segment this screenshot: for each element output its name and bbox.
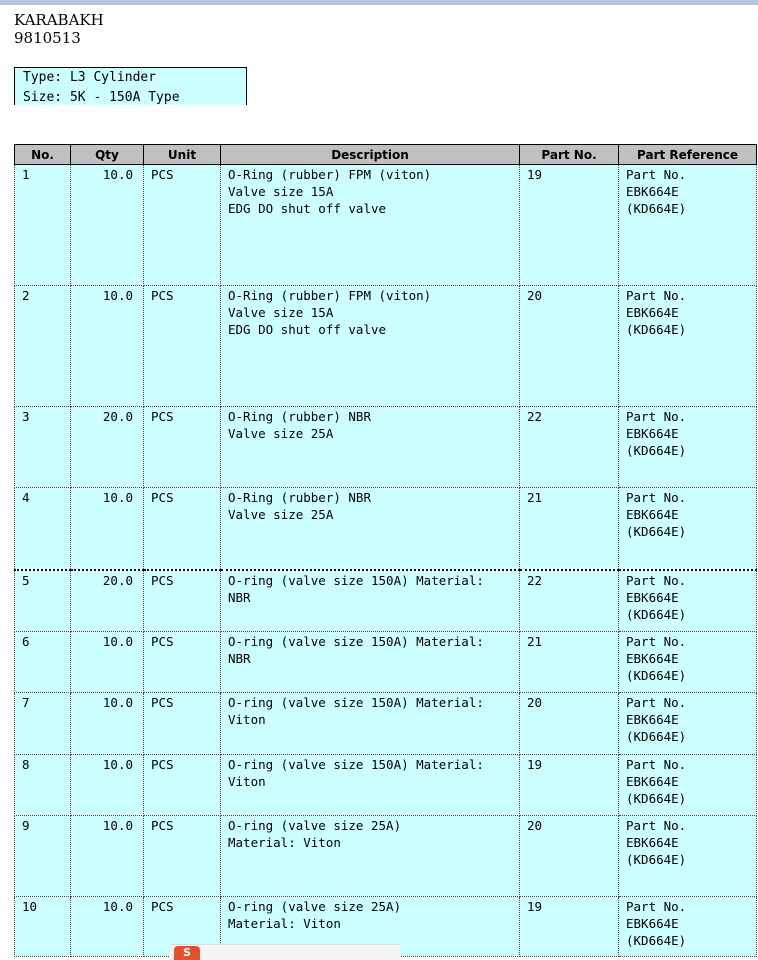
cell-part-reference: Part No. EBK664E (KD664E) [619, 632, 757, 693]
table-row [15, 816, 757, 897]
cell-part-reference: Part No. EBK664E (KD664E) [619, 570, 757, 632]
cell-part-no: 19 [520, 897, 619, 957]
cell-description: O-Ring (rubber) FPM (viton) Valve size 15A EDG DO shut off valve [221, 165, 520, 286]
cell-part-no: 21 [520, 632, 619, 693]
cell-part-no: 20 [520, 286, 619, 407]
cell-qty: 10.0 [71, 488, 144, 571]
vessel-number: 9810513 [14, 29, 81, 47]
cell-part-reference: Part No. EBK664E (KD664E) [619, 755, 757, 816]
cell-qty: 20.0 [71, 407, 144, 488]
cell-part-reference: Part No. EBK664E (KD664E) [619, 816, 757, 897]
cell-unit: PCS [144, 693, 221, 755]
col-header-qty: Qty [71, 145, 144, 165]
table-row [15, 407, 757, 488]
cell-qty: 10.0 [71, 755, 144, 816]
cell-description: O-ring (valve size 150A) Material: NBR [221, 570, 520, 632]
col-header-unit: Unit [144, 145, 221, 165]
cell-description: O-Ring (rubber) NBR Valve size 25A [221, 407, 520, 488]
cell-part-reference: Part No. EBK664E (KD664E) [619, 407, 757, 488]
cell-qty: 10.0 [71, 632, 144, 693]
cell-unit: PCS [144, 570, 221, 632]
cell-part-reference: Part No. EBK664E (KD664E) [619, 165, 757, 286]
cell-description: O-ring (valve size 150A) Material: NBR [221, 632, 520, 693]
cell-qty: 10.0 [71, 165, 144, 286]
cell-part-no: 21 [520, 488, 619, 571]
cell-part-reference: Part No. EBK664E (KD664E) [619, 897, 757, 957]
cell-part-reference: Part No. EBK664E (KD664E) [619, 693, 757, 755]
cylinder-type: Type: L3 Cylinder [23, 70, 157, 85]
window-top-bar [0, 0, 758, 5]
cell-no: 8 [15, 755, 71, 816]
cell-part-no: 22 [520, 570, 619, 632]
cell-no: 7 [15, 693, 71, 755]
cell-part-no: 20 [520, 693, 619, 755]
taskbar-strip [170, 944, 400, 960]
cylinder-info-box [14, 67, 247, 105]
cell-unit: PCS [144, 816, 221, 897]
cell-qty: 10.0 [71, 897, 144, 957]
cell-no: 4 [15, 488, 71, 571]
cell-part-no: 20 [520, 816, 619, 897]
cell-qty: 10.0 [71, 286, 144, 407]
cell-no: 2 [15, 286, 71, 407]
cell-unit: PCS [144, 632, 221, 693]
cell-part-reference: Part No. EBK664E (KD664E) [619, 286, 757, 407]
cell-no: 1 [15, 165, 71, 286]
cell-description: O-ring (valve size 25A) Material: Viton [221, 897, 520, 957]
cell-no: 10 [15, 897, 71, 957]
col-header-description: Description [221, 145, 520, 165]
cell-qty: 10.0 [71, 693, 144, 755]
cell-description: O-Ring (rubber) FPM (viton) Valve size 15A EDG DO shut off valve [221, 286, 520, 407]
cylinder-size: Size: 5K - 150A Type [23, 90, 180, 105]
cell-description: O-ring (valve size 150A) Material: Viton [221, 755, 520, 816]
cell-no: 5 [15, 570, 71, 632]
col-header-part-reference: Part Reference [619, 145, 757, 165]
vessel-name: KARABAKH [14, 11, 104, 29]
table-row [15, 693, 757, 755]
s-logo-icon[interactable]: S [174, 946, 200, 960]
cell-part-no: 19 [520, 755, 619, 816]
cell-description: O-ring (valve size 25A) Material: Viton [221, 816, 520, 897]
cell-qty: 10.0 [71, 816, 144, 897]
table-row [15, 165, 757, 286]
cell-unit: PCS [144, 897, 221, 957]
col-header-no: No. [15, 145, 71, 165]
cell-qty: 20.0 [71, 570, 144, 632]
parts-table [14, 144, 757, 957]
cell-unit: PCS [144, 488, 221, 571]
cell-no: 9 [15, 816, 71, 897]
table-row [15, 488, 757, 571]
cell-unit: PCS [144, 165, 221, 286]
table-row [15, 286, 757, 407]
cell-unit: PCS [144, 407, 221, 488]
cell-part-reference: Part No. EBK664E (KD664E) [619, 488, 757, 571]
cell-no: 6 [15, 632, 71, 693]
document-header [14, 11, 104, 47]
cell-unit: PCS [144, 286, 221, 407]
cell-no: 3 [15, 407, 71, 488]
table-header-row [15, 145, 757, 165]
cell-unit: PCS [144, 755, 221, 816]
table-row [15, 570, 757, 632]
cell-part-no: 19 [520, 165, 619, 286]
cell-part-no: 22 [520, 407, 619, 488]
table-row [15, 632, 757, 693]
cell-description: O-Ring (rubber) NBR Valve size 25A [221, 488, 520, 571]
col-header-part-no: Part No. [520, 145, 619, 165]
cell-description: O-ring (valve size 150A) Material: Viton [221, 693, 520, 755]
table-row [15, 755, 757, 816]
